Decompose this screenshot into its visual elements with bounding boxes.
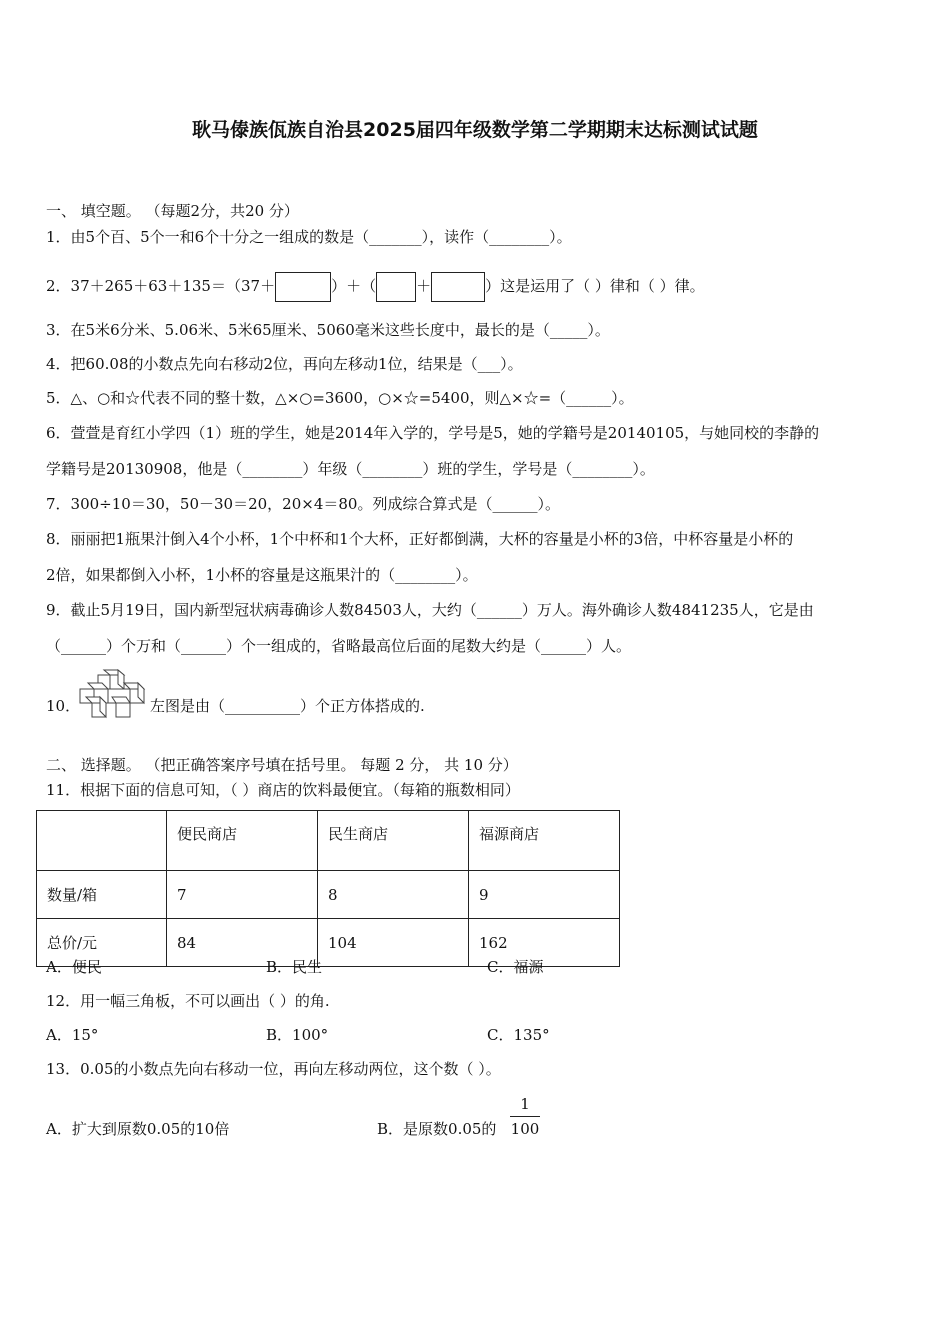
question-10-number: 10． bbox=[46, 697, 81, 715]
q2-answer-box-1[interactable] bbox=[275, 272, 331, 302]
table-header-cell bbox=[37, 811, 167, 871]
question-1: 1．由5个百、5个一和6个十分之一组成的数是（_______），读作（________）。 bbox=[46, 228, 572, 246]
q12-option-c[interactable]: C．135° bbox=[487, 1026, 550, 1044]
q13-fraction bbox=[510, 1094, 540, 1139]
fraction-bar bbox=[510, 1116, 540, 1117]
q11-option-a[interactable]: A．便民 bbox=[46, 958, 102, 976]
section1-heading: 一、 填空题。 （每题2分，共20 分） bbox=[46, 202, 299, 220]
q2-part2: ）＋（ bbox=[331, 277, 377, 295]
table-cell: 总价/元 bbox=[37, 919, 167, 967]
page-title: 耿马傣族佤族自治县2025届四年级数学第二学期期末达标测试试题 bbox=[192, 119, 758, 141]
question-8-line2: 2倍，如果都倒入小杯，1小杯的容量是这瓶果汁的（________）。 bbox=[46, 566, 478, 584]
question-5: 5．△、○和☆代表不同的整十数，△×○=3600，○×☆=5400，则△×☆=（______）。 bbox=[46, 389, 634, 407]
q11-option-b[interactable]: B．民生 bbox=[266, 958, 323, 976]
q12-option-b[interactable]: B．100° bbox=[266, 1026, 329, 1044]
question-9-line1: 9．截止5月19日，国内新型冠状病毒确诊人数84503人，大约（______）万人。海外确诊人数4841235人，它是由 bbox=[46, 601, 814, 619]
stacked-cubes-figure bbox=[78, 669, 150, 719]
q13-option-a[interactable]: A．扩大到原数0.05的10倍 bbox=[46, 1120, 230, 1138]
question-6-line2: 学籍号是20130908，他是（________）年级（________）班的学生，学号是（________）。 bbox=[46, 460, 655, 478]
q2-answer-box-2[interactable] bbox=[376, 272, 416, 302]
question-11: 11．根据下面的信息可知，（ ）商店的饮料最便宜。（每箱的瓶数相同） bbox=[46, 781, 520, 799]
table-header-row bbox=[37, 811, 620, 871]
table-cell: 9 bbox=[469, 871, 620, 919]
question-7: 7．300÷10＝30，50－30＝20，20×4＝80。列成综合算式是（______）。 bbox=[46, 495, 560, 513]
q2-part3: ＋ bbox=[416, 277, 432, 295]
question-6-line1: 6．萱萱是育红小学四（1）班的学生，她是2014年入学的，学号是5，她的学籍号是20140105，与她同校的李静的 bbox=[46, 424, 820, 442]
fraction-denominator: 100 bbox=[510, 1120, 540, 1138]
shop-price-table bbox=[36, 810, 620, 967]
question-3: 3．在5米6分米、5.06米、5米65厘米、5060毫米这些长度中，最长的是（_____）。 bbox=[46, 321, 610, 339]
question-8-line1: 8．丽丽把1瓶果汁倒入4个小杯，1个中杯和1个大杯，正好都倒满，大杯的容量是小杯的3倍，中杯容量是小杯的 bbox=[46, 530, 794, 548]
question-13: 13．0.05的小数点先向右移动一位，再向左移动两位，这个数（ ）。 bbox=[46, 1060, 501, 1078]
table-cell: 7 bbox=[167, 871, 318, 919]
q11-option-c[interactable]: C．福源 bbox=[487, 958, 544, 976]
question-10-text: 左图是由（__________）个正方体搭成的. bbox=[150, 697, 425, 715]
table-row bbox=[37, 871, 620, 919]
section2-heading: 二、 选择题。 （把正确答案序号填在括号里。 每题 2 分， 共 10 分） bbox=[46, 756, 518, 774]
q12-option-a[interactable]: A．15° bbox=[46, 1026, 99, 1044]
question-2 bbox=[46, 272, 705, 302]
table-cell: 104 bbox=[318, 919, 469, 967]
table-cell: 8 bbox=[318, 871, 469, 919]
table-header-cell: 民生商店 bbox=[318, 811, 469, 871]
table-header-cell: 福源商店 bbox=[469, 811, 620, 871]
q2-part1: 2．37＋265＋63＋135＝（37＋ bbox=[46, 277, 276, 295]
q2-answer-box-3[interactable] bbox=[431, 272, 485, 302]
table-header-cell: 便民商店 bbox=[167, 811, 318, 871]
table-cell: 162 bbox=[469, 919, 620, 967]
question-12: 12．用一幅三角板，不可以画出（ ）的角. bbox=[46, 992, 330, 1010]
fraction-numerator: 1 bbox=[520, 1095, 530, 1113]
q13-option-b[interactable]: B．是原数0.05的 bbox=[377, 1120, 497, 1138]
table-cell: 84 bbox=[167, 919, 318, 967]
table-cell: 数量/箱 bbox=[37, 871, 167, 919]
q2-part4: ）这是运用了（ ）律和（ ）律。 bbox=[485, 277, 705, 295]
question-4: 4．把60.08的小数点先向右移动2位，再向左移动1位，结果是（___）。 bbox=[46, 355, 523, 373]
question-9-line2: （______）个万和（______）个一组成的，省略最高位后面的尾数大约是（______）人。 bbox=[46, 637, 632, 655]
